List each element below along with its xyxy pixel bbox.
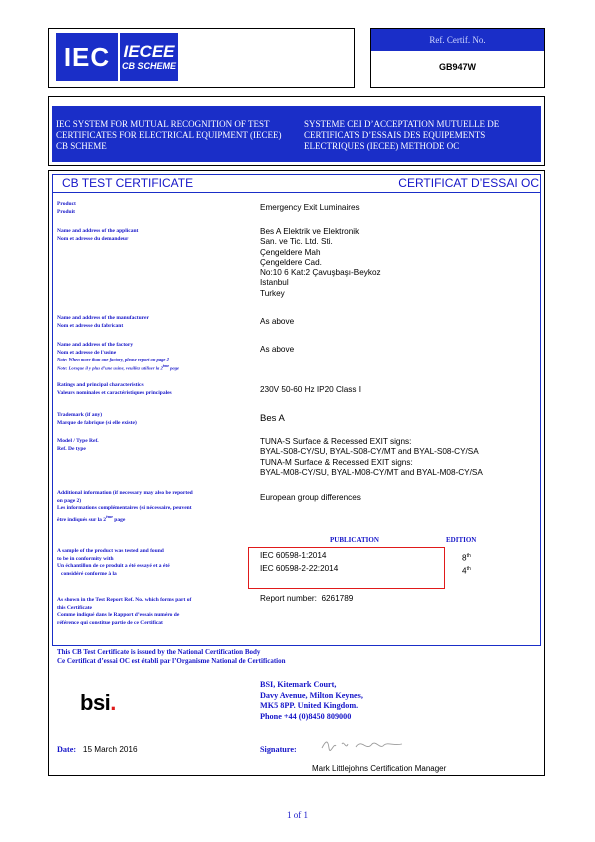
label-fr: Nom et adresse du fabricant [57,322,124,329]
label-fr: Nom et adresse du demandeur [57,235,129,242]
model-value [260,437,530,478]
model-line: TUNA-S Surface & Recessed EXIT signs: [260,437,412,446]
ratings-label [57,382,247,397]
system-fr-line: SYSTEME CEI D’ACCEPTATION MUTUELLE DE [304,119,500,129]
report-label [57,597,247,627]
factory-label [57,342,247,372]
factory-value: As above [260,345,295,354]
applicant-line: Istanbul [260,278,289,288]
manufacturer-label [57,315,247,330]
model-line: TUNA-M Surface & Recessed EXIT signs: [260,457,413,467]
superscript: th [466,553,471,559]
ref-label: Ref. Certif. No. [371,29,544,51]
label-en: to be in conformity with [57,555,114,562]
edition-value [462,564,492,577]
bsi-logo-text: bsi [80,690,111,715]
applicant-line: Bes A Elektrik ve Elektronik [260,227,360,236]
superscript: ème [162,364,169,369]
label-fr-end: page [112,516,126,523]
trademark-value: Bes A [260,413,285,424]
label-fr: référence qui constitue partie de ce Certificat [57,619,163,626]
label-en: Name and address of the manufacturer [57,315,149,321]
label-fr: Valeurs nominales et caractéristiques principales [57,389,172,396]
iec-logo [56,33,118,81]
signature-label: Signature: [260,745,297,754]
iecee-logo [120,33,178,81]
system-en-line: CB SCHEME [56,141,107,151]
date-value: 15 March 2016 [82,745,138,754]
iecee-logo-bottom: CB SCHEME [121,60,176,71]
publication-row: IEC 60598-2-22:2014 [260,564,339,573]
report-number: 6261789 [321,594,354,603]
address-line: Phone +44 (0)8450 809000 [260,711,352,721]
applicant-line: No:10 6 Kat:2 Çavuşbaşı-Beykoz [260,268,381,278]
edition-number: 4 [462,566,467,576]
model-line: BYAL-S08-CY/SU, BYAL-S08-CY/MT and BYAL-S08-CY/SA [260,447,479,457]
applicant-value [260,227,530,299]
trademark-label [57,412,247,427]
applicant-line: Turkey [260,288,285,298]
label-en: Name and address of the factory [57,342,134,348]
label-en: Name and address of the applicant [57,228,139,234]
manufacturer-value: As above [260,317,295,326]
factory-note-fr: Note: Lorsque il y plus d’une usine, veuillez utiliser la 2 [57,365,163,371]
additional-value: European group differences [260,493,361,502]
signature-image [318,734,408,756]
label-fr: Ref. De type [57,445,86,452]
system-fr-line: CERTIFICATS D’ESSAIS DES EQUIPEMENTS [304,130,486,140]
applicant-line: Çengeldere Cad. [260,257,322,267]
additional-label [57,490,247,524]
bsi-address [260,680,363,722]
title-divider [52,192,541,193]
label-fr: Un échantillon de ce produit a été essayé et a été [57,563,170,570]
label-fr: Nom et adresse de l'usine [57,349,117,356]
applicant-label [57,228,247,243]
superscript: th [466,566,471,572]
publication-header: PUBLICATION [330,536,379,544]
sample-label [57,548,247,578]
label-en: on page 2) [57,497,82,504]
product-label [57,201,247,216]
label-en: Model / Type Ref. [57,438,99,444]
factory-note-fr-end: page [168,365,180,371]
label-fr: Produit [57,208,75,215]
title-en: CB TEST CERTIFICATE [62,176,194,190]
date-field [57,745,138,754]
label-en: Ratings and principal characteristics [57,382,144,388]
iecee-logo-top: IECEE [123,41,175,61]
factory-note-en: Note: When more than one factory, please report on page 2 [57,357,169,363]
system-en-line: CERTIFICATES FOR ELECTRICAL EQUIPMENT (IECEE) [56,130,282,140]
address-line: MK5 8PP. United Kingdom. [260,701,359,710]
label-en: A sample of the product was tested and found [57,548,164,554]
issued-fr: Ce Certificat d’essai OC est établi par l’Organisme National de Certification [57,657,286,665]
product-value: Emergency Exit Luminaires [260,203,360,212]
applicant-line: Çengeldere Mah [260,247,321,257]
label-en: Trademark (if any) [57,412,103,418]
system-fr-line: ELECTRIQUES (IECEE) METHODE OC [304,141,460,151]
bsi-logo-dot: . [110,690,116,715]
report-number-label: Report number: [260,594,317,603]
label-fr: considéré conforme à la [61,570,117,577]
system-text-en [56,119,296,152]
model-label [57,438,247,453]
issued-en: This CB Test Certificate is issued by the National Certification Body [57,648,261,656]
model-line: BYAL-M08-CY/SU, BYAL-M08-CY/MT and BYAL-M08-CY/SA [260,467,483,477]
label-en: Product [57,201,76,207]
edition-number: 8 [462,553,467,563]
label-fr: Les informations complémentaires (si nécessaire, peuvent [57,505,192,512]
label-fr: Comme indiqué dans le Rapport d’essais numéro de [57,612,180,619]
edition-value [462,551,492,564]
ratings-value: 230V 50-60 Hz IP20 Class I [260,385,362,394]
applicant-line: San. ve Tic. Ltd. Sti. [260,237,333,247]
publication-row: IEC 60598-1:2014 [260,551,327,560]
label-fr: Marque de fabrique (si elle existe) [57,419,137,426]
issued-statement [57,648,286,666]
address-line: BSI, Kitemark Court, [260,680,337,689]
iec-logo-text: IEC [63,41,111,72]
label-en: Additional information (if necessary may also be reported [57,490,193,496]
label-fr: être indiqués sur la 2 [57,516,106,523]
edition-header: EDITION [446,536,477,544]
system-en-line: IEC SYSTEM FOR MUTUAL RECOGNITION OF TEST [56,119,270,129]
superscript: ème [106,513,113,519]
system-text-fr [304,119,539,152]
page-number: 1 of 1 [287,810,308,820]
ref-number: GB947W [438,62,476,72]
signatory-name: Mark Littlejohns Certification Manager [312,764,447,773]
title-fr: CERTIFICAT D’ESSAI OC [398,176,539,190]
address-line: Davy Avenue, Milton Keynes, [260,690,363,700]
date-label: Date: [57,745,77,754]
bsi-logo [80,690,116,716]
report-value [260,594,530,604]
label-en: As shown in the Test Report Ref. No. which forms part of [57,597,192,603]
highlight-box [248,547,445,589]
label-en: this Certificate [57,604,92,611]
